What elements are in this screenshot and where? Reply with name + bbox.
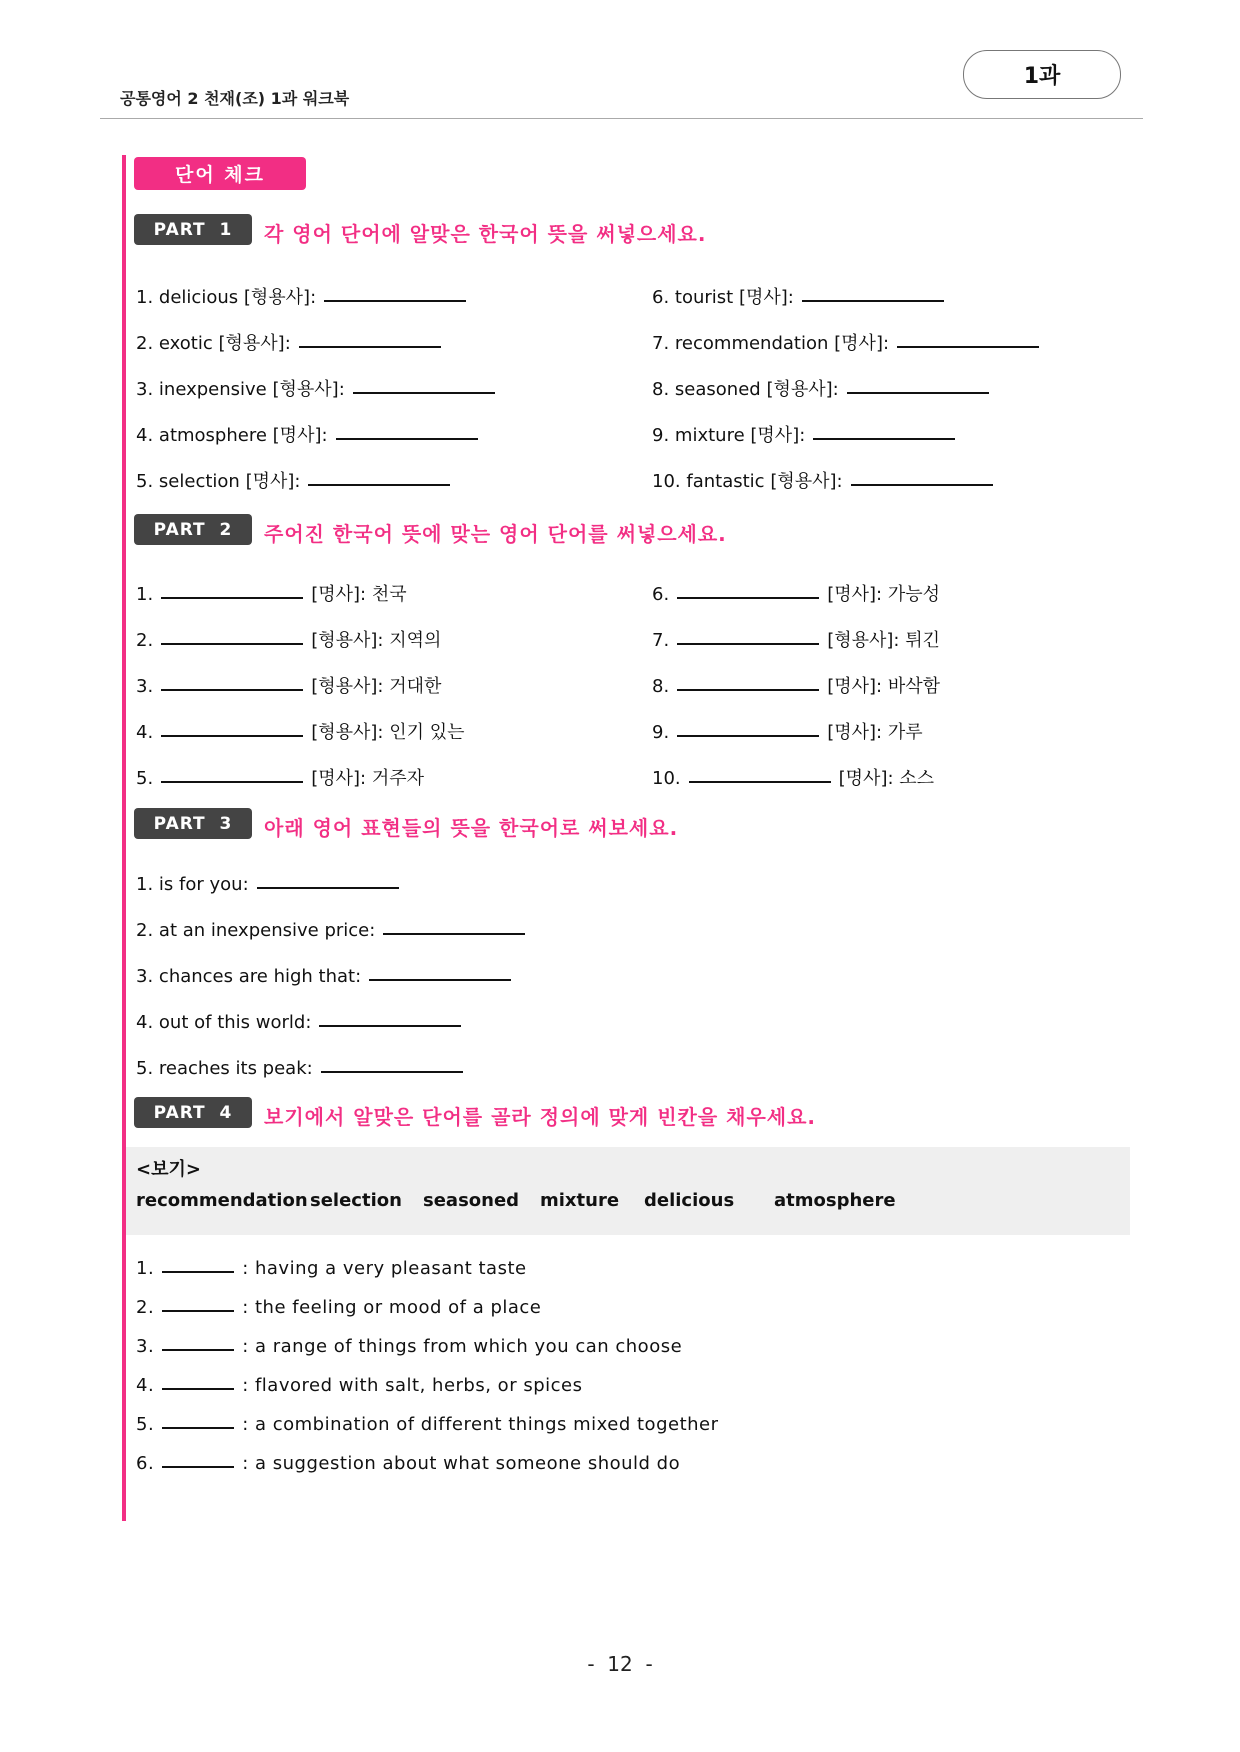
lesson-badge: 1과 — [963, 50, 1121, 99]
list-item: 9. mixture [명사]: — [652, 421, 963, 447]
answer-blank[interactable] — [677, 596, 819, 599]
answer-blank[interactable] — [336, 437, 478, 440]
part3-badge: PART 3 — [134, 808, 252, 839]
answer-blank[interactable] — [689, 780, 831, 783]
answer-blank[interactable] — [162, 1270, 234, 1273]
answer-blank[interactable] — [677, 642, 819, 645]
list-item: 3. chances are high that: — [136, 966, 519, 987]
word-bank-item: atmosphere — [774, 1190, 896, 1211]
answer-blank[interactable] — [847, 391, 989, 394]
answer-blank[interactable] — [813, 437, 955, 440]
answer-blank[interactable] — [319, 1024, 461, 1027]
list-item: 6. tourist [명사]: — [652, 283, 952, 309]
word-bank-item: delicious — [644, 1190, 735, 1211]
answer-blank[interactable] — [162, 1348, 234, 1351]
list-item: 9. [명사]: 가루 — [652, 722, 923, 743]
list-item: 5. selection [명사]: — [136, 467, 458, 493]
answer-blank[interactable] — [161, 780, 303, 783]
answer-blank[interactable] — [324, 299, 466, 302]
answer-blank[interactable] — [161, 688, 303, 691]
list-item: 10. fantastic [형용사]: — [652, 467, 1001, 493]
list-item: 7. [형용사]: 튀긴 — [652, 630, 940, 651]
list-item: 7. recommendation [명사]: — [652, 329, 1047, 355]
part1-badge: PART 1 — [134, 214, 252, 245]
list-item: 1. [명사]: 천국 — [136, 584, 407, 605]
list-item: 2. exotic [형용사]: — [136, 329, 449, 355]
list-item: 3. [형용사]: 거대한 — [136, 676, 442, 697]
word-bank-label: <보기> — [136, 1159, 201, 1180]
answer-blank[interactable] — [257, 886, 399, 889]
list-item: 10. [명사]: 소스 — [652, 768, 935, 789]
part4-instruction: 보기에서 알맞은 단어를 골라 정의에 맞게 빈칸을 채우세요. — [264, 1105, 817, 1129]
answer-blank[interactable] — [299, 345, 441, 348]
word-bank-item: selection — [310, 1190, 402, 1211]
list-item: 8. seasoned [형용사]: — [652, 375, 997, 401]
list-item: 4. : flavored with salt, herbs, or spices — [136, 1375, 583, 1396]
part2-badge: PART 2 — [134, 514, 252, 545]
list-item: 6. [명사]: 가능성 — [652, 584, 940, 605]
header-divider — [100, 118, 1143, 119]
answer-blank[interactable] — [162, 1426, 234, 1429]
list-item: 1. : having a very pleasant taste — [136, 1258, 527, 1279]
list-item: 4. [형용사]: 인기 있는 — [136, 722, 465, 743]
answer-blank[interactable] — [162, 1387, 234, 1390]
word-bank-item: recommendation — [136, 1190, 308, 1211]
answer-blank[interactable] — [383, 932, 525, 935]
list-item: 2. : the feeling or mood of a place — [136, 1297, 542, 1318]
answer-blank[interactable] — [353, 391, 495, 394]
answer-blank[interactable] — [161, 734, 303, 737]
list-item: 5. [명사]: 거주자 — [136, 768, 424, 789]
section-tag: 단어 체크 — [134, 157, 306, 190]
list-item: 4. out of this world: — [136, 1012, 469, 1033]
answer-blank[interactable] — [897, 345, 1039, 348]
list-item: 1. delicious [형용사]: — [136, 283, 474, 309]
answer-blank[interactable] — [851, 483, 993, 486]
list-item: 1. is for you: — [136, 874, 407, 895]
answer-blank[interactable] — [161, 642, 303, 645]
answer-blank[interactable] — [677, 688, 819, 691]
list-item: 6. : a suggestion about what someone should do — [136, 1453, 681, 1474]
list-item: 2. [형용사]: 지역의 — [136, 630, 442, 651]
answer-blank[interactable] — [162, 1465, 234, 1468]
part4-badge: PART 4 — [134, 1097, 252, 1128]
answer-blank[interactable] — [308, 483, 450, 486]
part3-instruction: 아래 영어 표현들의 뜻을 한국어로 써보세요. — [264, 816, 679, 840]
part1-instruction: 각 영어 단어에 알맞은 한국어 뜻을 써넣으세요. — [264, 222, 707, 246]
answer-blank[interactable] — [369, 978, 511, 981]
list-item: 3. : a range of things from which you can choose — [136, 1336, 683, 1357]
list-item: 2. at an inexpensive price: — [136, 920, 533, 941]
list-item: 5. reaches its peak: — [136, 1058, 471, 1079]
list-item: 5. : a combination of different things mixed together — [136, 1414, 719, 1435]
page-number: - 12 - — [587, 1652, 653, 1676]
answer-blank[interactable] — [677, 734, 819, 737]
answer-blank[interactable] — [162, 1309, 234, 1312]
word-bank-item: mixture — [540, 1190, 620, 1211]
list-item: 3. inexpensive [형용사]: — [136, 375, 503, 401]
answer-blank[interactable] — [161, 596, 303, 599]
word-bank-item: seasoned — [423, 1190, 520, 1211]
section-accent-bar — [122, 155, 126, 1521]
list-item: 4. atmosphere [명사]: — [136, 421, 486, 447]
answer-blank[interactable] — [802, 299, 944, 302]
answer-blank[interactable] — [321, 1070, 463, 1073]
workbook-title: 공통영어 2 천재(조) 1과 워크북 — [120, 89, 350, 108]
part2-instruction: 주어진 한국어 뜻에 맞는 영어 단어를 써넣으세요. — [264, 522, 727, 546]
list-item: 8. [명사]: 바삭함 — [652, 676, 940, 697]
